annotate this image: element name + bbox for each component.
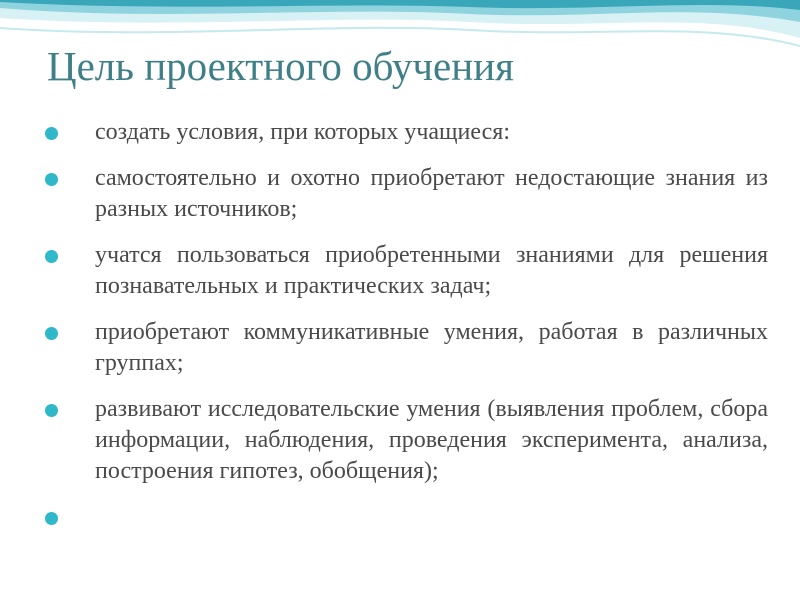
- bullet-item: [0, 394, 800, 487]
- bullet-dot-icon: [45, 327, 58, 340]
- bullet-item: [0, 317, 800, 379]
- bullet-item: [0, 163, 800, 225]
- bullet-text: самостоятельно и охотно приобретают недостающие знания из разных источников;: [95, 165, 768, 222]
- bullet-dot-icon: [45, 404, 58, 417]
- bullet-item: [0, 240, 800, 302]
- bullet-list: [0, 117, 800, 502]
- slide-title: Цель проектного обучения: [47, 43, 514, 89]
- bullet-dot-icon: [45, 250, 58, 263]
- bullet-text: приобретают коммуникативные умения, работая в различных группах;: [95, 319, 768, 376]
- bullet-text: развивают исследовательские умения (выявления проблем, сбора информации, наблюдения, проведения эксперимента, анализа, построения гипотез, обобщения);: [95, 396, 768, 484]
- bullet-dot-icon: [45, 127, 58, 140]
- bullet-dot-icon: [45, 173, 58, 186]
- bullet-item: [0, 117, 800, 148]
- bullet-text: учатся пользоваться приобретенными знаниями для решения познавательных и практических задач;: [95, 242, 768, 299]
- bullet-text: создать условия, при которых учащиеся:: [95, 119, 510, 145]
- bullet-dot-icon: [45, 512, 58, 525]
